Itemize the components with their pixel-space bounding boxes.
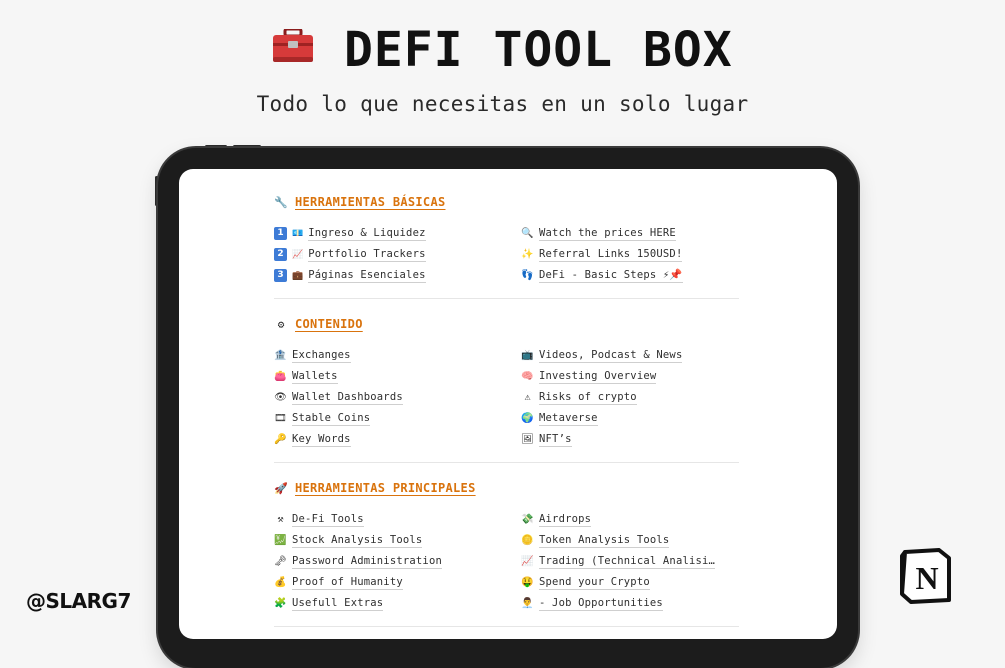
right-column — [521, 223, 739, 286]
page-link-ingreso-liquidez[interactable] — [274, 223, 521, 244]
sparkles-icon: ✨ — [521, 248, 534, 260]
left-column — [274, 223, 521, 286]
keycap-one-icon: 1 — [274, 227, 287, 240]
page-link-spend-your-crypto[interactable] — [521, 572, 739, 593]
briefcase-icon: 💼 — [292, 270, 304, 281]
old-key-icon: 🗝 — [274, 555, 287, 567]
tablet-screen — [179, 169, 837, 639]
page-link-label: Stock Analysis Tools — [292, 533, 423, 546]
money-bag-icon: 💰 — [274, 576, 287, 588]
page-link-label: Usefull Extras — [292, 596, 384, 609]
money-mouth-face-icon: 🤑 — [521, 576, 534, 588]
page-link-label: Trading (Technical Analisi… — [539, 554, 716, 567]
money-wings-icon: 💸 — [521, 513, 534, 525]
wrench-icon: 🔧 — [274, 195, 288, 209]
office-worker-icon: 👨‍💼 — [521, 597, 534, 609]
bank-icon: 🏦 — [274, 349, 287, 361]
page-link-trading[interactable] — [521, 551, 739, 572]
section-title[interactable]: HERRAMIENTAS BÁSICAS — [295, 195, 446, 209]
key-icon: 🔑 — [274, 433, 287, 445]
page-link-label: Spend your Crypto — [539, 575, 650, 588]
film-frames-icon: 🎞 — [274, 412, 287, 424]
page-link-label: Key Words — [292, 432, 351, 445]
section-title[interactable]: CONTENIDO — [295, 317, 363, 331]
notion-logo-letter: N — [915, 560, 939, 596]
page-link-label: Videos, Podcast & News — [539, 348, 683, 361]
page-link-label: NFT’s — [539, 432, 572, 445]
page-link-label: Wallet Dashboards — [292, 390, 403, 403]
framed-picture-icon: 🖼 — [521, 433, 534, 445]
gear-icon: ⚙ — [277, 317, 285, 331]
page-link-portfolio-trackers[interactable] — [274, 244, 521, 265]
eye-icon: 👁 — [274, 391, 287, 403]
page-subtitle: Todo lo que necesitas en un solo lugar — [256, 92, 749, 116]
page-link-label: Stable Coins — [292, 411, 371, 424]
right-column — [521, 509, 739, 614]
television-icon: 📺 — [521, 349, 534, 361]
page-link-label: Proof of Humanity — [292, 575, 403, 588]
page-link-wallet-dashboards[interactable] — [274, 387, 521, 408]
section-columns — [274, 223, 739, 286]
page-link-risks-of-crypto[interactable] — [521, 387, 739, 408]
title-row — [0, 22, 1005, 78]
page-link-paginas-esenciales[interactable] — [274, 265, 521, 286]
page-link-stable-coins[interactable] — [274, 408, 521, 429]
keycap-two-icon: 2 — [274, 248, 287, 261]
globe-icon: 🌍 — [521, 412, 534, 424]
page-title: DEFI TOOL BOX — [343, 22, 733, 78]
toolbox-icon — [272, 29, 314, 63]
page-link-usefull-extras[interactable] — [274, 593, 521, 614]
page-link-defi-basic-steps[interactable] — [521, 265, 739, 286]
author-handle: @SLARG7 — [26, 589, 131, 613]
page-link-token-analysis-tools[interactable] — [521, 530, 739, 551]
page-link-password-administration[interactable] — [274, 551, 521, 572]
page-link-label: DeFi - Basic Steps ⚡📌 — [539, 269, 683, 281]
notion-logo-icon — [899, 548, 953, 604]
page-link-proof-of-humanity[interactable] — [274, 572, 521, 593]
page-link-label: Airdrops — [539, 512, 592, 525]
puzzle-icon: 🧩 — [274, 597, 287, 609]
page-link-label: Exchanges — [292, 348, 351, 361]
page-link-referral-links[interactable] — [521, 244, 739, 265]
right-column — [521, 345, 739, 450]
purse-icon: 👛 — [274, 370, 287, 382]
page-link-airdrops[interactable] — [521, 509, 739, 530]
chart-increasing-icon: 📈 — [292, 249, 304, 260]
section-title[interactable]: HERRAMIENTAS PRINCIPALES — [295, 481, 476, 495]
left-column — [274, 345, 521, 450]
page-link-label: Wallets — [292, 369, 338, 382]
page-link-label: Ingreso & Liquidez — [308, 226, 426, 239]
section-contenido — [274, 313, 739, 463]
page-link-stock-analysis-tools[interactable] — [274, 530, 521, 551]
page-link-label: Password Administration — [292, 554, 442, 567]
left-column — [274, 509, 521, 614]
page-link-exchanges[interactable] — [274, 345, 521, 366]
magnifier-icon: 🔍 — [521, 227, 534, 239]
page-link-defi-tools[interactable] — [274, 509, 521, 530]
page-link-label: Watch the prices HERE — [539, 226, 676, 239]
page-link-key-words[interactable] — [274, 429, 521, 450]
page-link-videos-podcast-news[interactable] — [521, 345, 739, 366]
page-link-label: Referral Links 150USD! — [539, 247, 683, 260]
page-link-label: Investing Overview — [539, 369, 657, 382]
page-link-label: Portfolio Trackers — [308, 247, 426, 260]
section-heading — [274, 313, 739, 335]
page-link-wallets[interactable] — [274, 366, 521, 387]
chart-yen-icon: 💹 — [274, 534, 287, 546]
page-link-label: De-Fi Tools — [292, 512, 364, 525]
section-heading — [274, 191, 739, 213]
section-herramientas-basicas — [274, 191, 739, 299]
page-link-investing-overview[interactable] — [521, 366, 739, 387]
page-link-metaverse[interactable] — [521, 408, 739, 429]
warning-icon: ⚠ — [524, 391, 531, 403]
euro-banknote-icon: 💶 — [292, 228, 304, 239]
footprints-icon: 👣 — [521, 269, 534, 281]
coin-icon: 🪙 — [521, 534, 534, 546]
page-link-watch-prices[interactable] — [521, 223, 739, 244]
page-link-label: Risks of crypto — [539, 390, 637, 403]
page-link-label: Metaverse — [539, 411, 598, 424]
page-link-job-opportunities[interactable] — [521, 593, 739, 614]
section-columns — [274, 345, 739, 450]
brain-icon: 🧠 — [521, 370, 534, 382]
hammer-pick-icon: ⚒ — [277, 513, 284, 525]
chart-increasing-icon: 📈 — [521, 555, 534, 567]
section-heading — [274, 477, 739, 499]
page-link-label: - Job Opportunities — [539, 596, 663, 609]
page-link-nfts[interactable] — [521, 429, 739, 450]
section-herramientas-principales — [274, 477, 739, 627]
notion-page-content — [274, 191, 739, 639]
rocket-icon: 🚀 — [274, 481, 288, 495]
keycap-three-icon: 3 — [274, 269, 287, 282]
page-link-label: Páginas Esenciales — [308, 268, 426, 281]
section-columns — [274, 509, 739, 614]
page-link-label: Token Analysis Tools — [539, 533, 670, 546]
